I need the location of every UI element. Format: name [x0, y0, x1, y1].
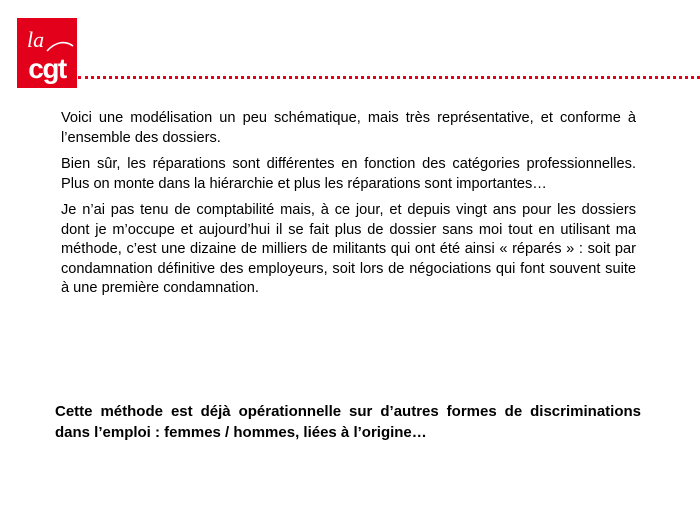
- logo-main-text: cgt: [28, 53, 66, 84]
- body-text-block: [61, 109, 636, 306]
- cgt-logo: [17, 18, 77, 88]
- header-dotted-divider: [78, 76, 700, 79]
- conclusion-statement: Cette méthode est déjà opérationnelle sur d’autres formes de discriminations dans l’emploi : femmes / hommes, liées à l’origine…: [55, 403, 641, 441]
- logo-swoosh: [47, 43, 73, 51]
- paragraph-3: Je n’ai pas tenu de comptabilité mais, à ce jour, et depuis vingt ans pour les dossiers dont je m’occupe et aujourd’hui il se fait plus de dossier sans moi tout en utilisant ma méthode, c’est une dizaine de milliers de militants qui ont été ainsi « réparés » : soit par condamnation définitive des employeurs, soit lors de négociations qui font souvent suite à une première condamnation.: [61, 202, 636, 296]
- paragraph-1: Voici une modélisation un peu schématique, mais très représentative, et conforme à l’ensemble des dossiers.: [61, 110, 636, 146]
- cgt-logo-mark: [17, 18, 77, 88]
- paragraph-2: Bien sûr, les réparations sont différentes en fonction des catégories professionnelles. Plus on monte dans la hiérarchie et plus les réparations sont importantes…: [61, 156, 636, 192]
- logo-script-text: la: [27, 27, 45, 52]
